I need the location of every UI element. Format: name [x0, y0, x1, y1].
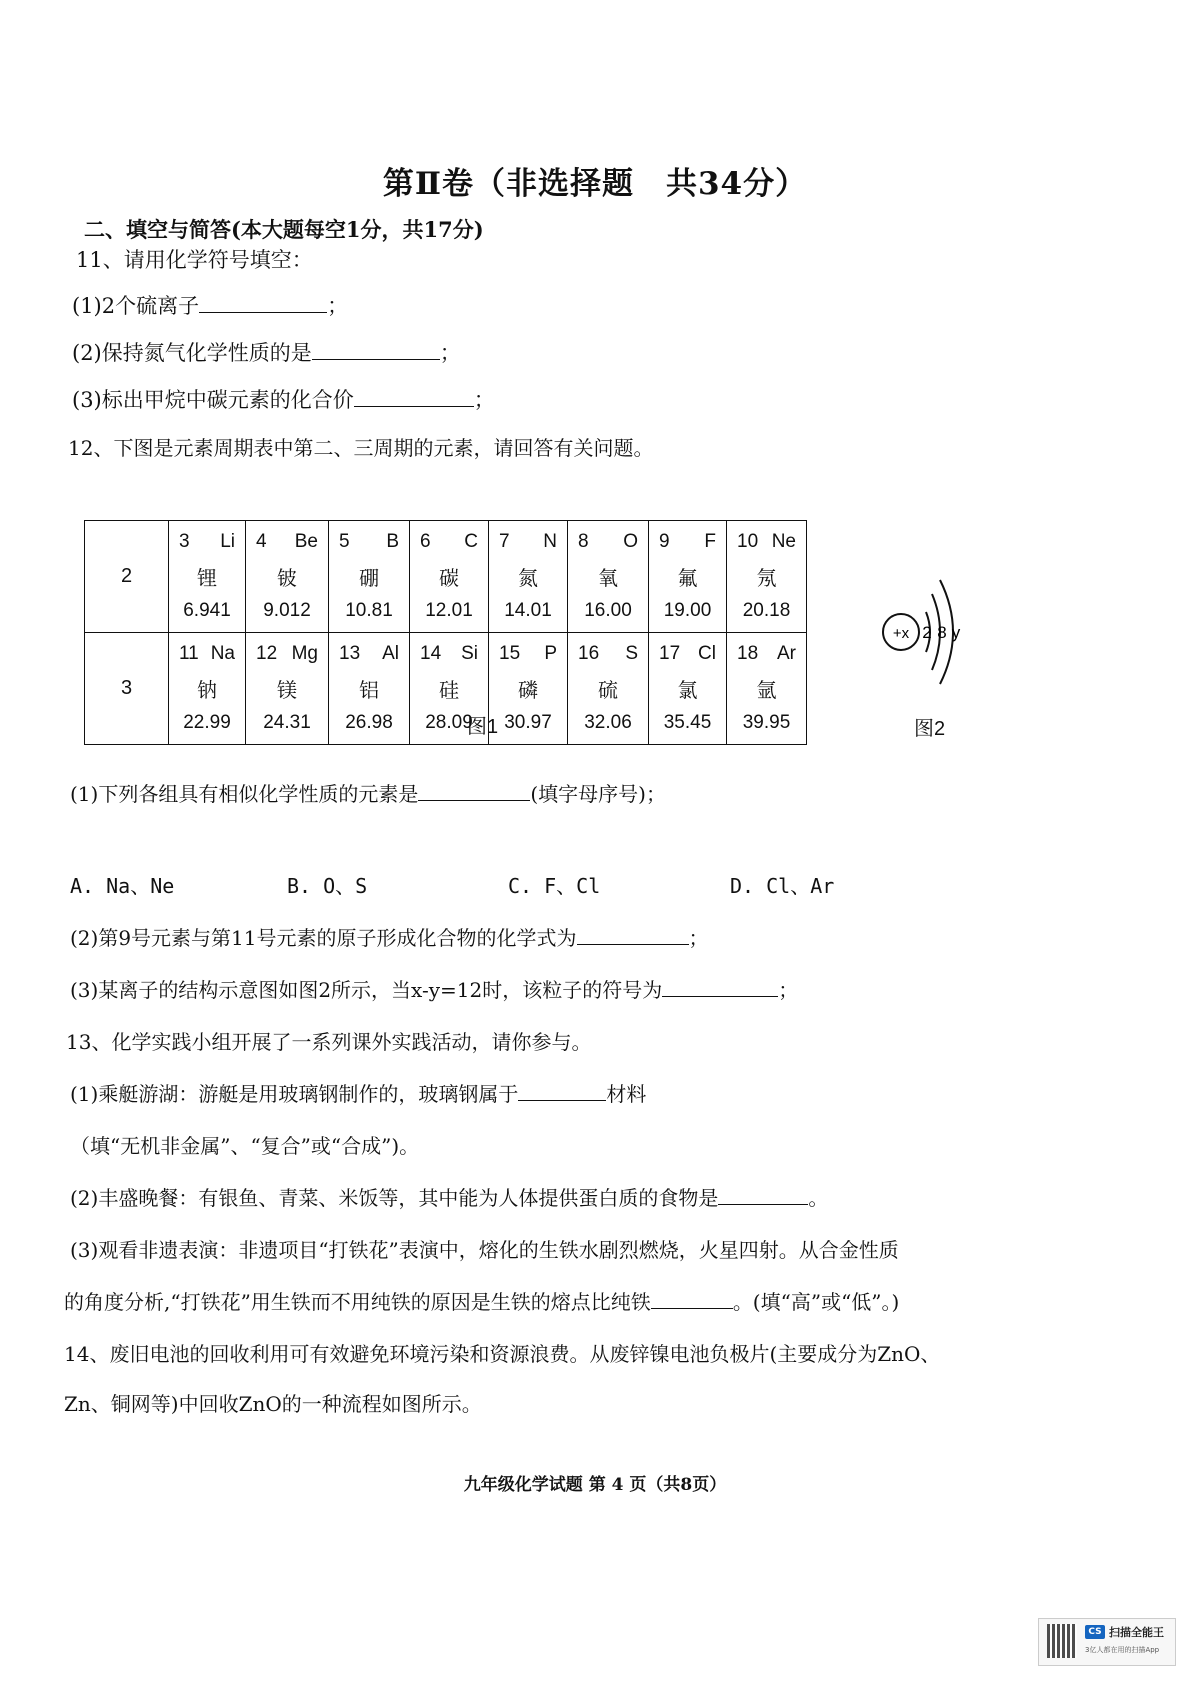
element-name: 硼 — [359, 566, 379, 590]
element-symbol: Cl — [698, 643, 716, 664]
q13-part2-text: (2)丰盛晚餐：有银鱼、青菜、米饭等，其中能为人体提供蛋白质的食物是 — [70, 1186, 719, 1210]
element-symbol: Be — [294, 531, 318, 552]
element-name: 氮 — [518, 566, 538, 590]
q11-stem: 11、请用化学符号填空： — [76, 248, 313, 272]
atomic-number: 14 — [420, 643, 442, 664]
q12-stem: 12、下图是元素周期表中第二、三周期的元素，请回答有关问题。 — [68, 436, 654, 460]
element-symbol: C — [464, 531, 478, 552]
figure-2-caption: 图2 — [914, 718, 946, 740]
atomic-mass: 14.01 — [504, 600, 552, 621]
q11-part3 — [72, 384, 495, 414]
period-2-row — [85, 521, 807, 633]
q12-part1-suffix: (填字母序号)； — [530, 782, 666, 806]
q12-part2-text: (2)第9号元素与第11号元素的原子形成化合物的化学式为 — [70, 926, 577, 950]
q14-line2: Zn、铜网等)中回收ZnO的一种流程如图所示。 — [64, 1392, 482, 1416]
element-name: 镁 — [277, 678, 297, 702]
element-name: 磷 — [518, 678, 538, 702]
q11-part3-text: (3)标出甲烷中碳元素的化合价 — [72, 388, 354, 412]
q11-part2 — [72, 337, 461, 367]
element-cell — [649, 633, 727, 745]
q11-part1 — [72, 290, 348, 320]
q12-part3 — [70, 974, 798, 1003]
element-name: 氩 — [756, 678, 777, 702]
q13-part1-text: (1)乘艇游湖：游艇是用玻璃钢制作的，玻璃钢属于 — [70, 1082, 519, 1106]
atomic-mass: 22.99 — [183, 712, 231, 733]
q12-part1 — [70, 778, 666, 807]
element-cell — [410, 521, 489, 633]
element-name: 锂 — [197, 566, 217, 590]
element-symbol: B — [386, 531, 399, 552]
q12-part2 — [70, 922, 709, 951]
atomic-number: 3 — [179, 531, 190, 552]
element-symbol: Na — [210, 643, 235, 664]
element-name: 碳 — [439, 566, 459, 590]
semicolon: ； — [439, 341, 461, 365]
q12-part1-text: (1)下列各组具有相似化学性质的元素是 — [70, 782, 419, 806]
element-name: 氖 — [756, 566, 777, 590]
atomic-number: 15 — [499, 643, 521, 664]
atomic-number: 6 — [420, 531, 431, 552]
atomic-number: 5 — [339, 531, 350, 552]
cs-logo-icon: CS — [1085, 1625, 1105, 1639]
semicolon: ； — [778, 978, 799, 1002]
q13-part3-line2 — [64, 1286, 899, 1315]
atomic-number: 13 — [339, 643, 361, 664]
shell-1-electrons: 2 — [922, 623, 932, 642]
answer-blank[interactable] — [418, 782, 530, 801]
answer-blank[interactable] — [199, 294, 327, 313]
element-cell — [169, 521, 246, 633]
atomic-number: 10 — [737, 531, 759, 552]
element-name: 氟 — [677, 566, 698, 590]
nucleus-charge: +x — [892, 625, 910, 642]
element-name: 硫 — [598, 678, 618, 702]
element-cell — [489, 521, 568, 633]
atomic-number: 11 — [179, 643, 199, 664]
atomic-mass: 19.00 — [663, 600, 712, 621]
atomic-mass: 35.45 — [663, 712, 712, 733]
element-symbol: Si — [461, 643, 478, 664]
period-number: 2 — [85, 521, 169, 633]
atomic-number: 12 — [256, 643, 278, 664]
period-mark: 。 — [808, 1186, 829, 1210]
atomic-mass: 16.00 — [584, 600, 632, 621]
shell-3-electrons: y — [951, 623, 961, 642]
q13-part3-text: 的角度分析,“打铁花”用生铁而不用纯铁的原因是生铁的熔点比纯铁 — [64, 1290, 651, 1314]
element-cell — [727, 521, 807, 633]
answer-blank[interactable] — [312, 341, 440, 360]
semicolon: ； — [688, 926, 709, 950]
atomic-mass: 24.31 — [263, 712, 311, 733]
answer-blank[interactable] — [577, 926, 689, 945]
q13-part1 — [70, 1078, 646, 1107]
element-name: 钠 — [197, 678, 217, 702]
period-3-row — [85, 633, 807, 745]
option-b: B. O、S — [287, 874, 368, 898]
atomic-mass: 39.95 — [742, 712, 791, 733]
q13-part2 — [70, 1182, 828, 1211]
element-cell — [246, 521, 329, 633]
atomic-mass: 6.941 — [183, 600, 231, 621]
element-name: 铝 — [359, 678, 379, 702]
q12-part3-text: (3)某离子的结构示意图如图2所示，当x-y=12时，该粒子的符号为 — [70, 978, 663, 1002]
element-cell — [169, 633, 246, 745]
atomic-number: 7 — [499, 531, 510, 552]
scanner-watermark — [1038, 1618, 1176, 1666]
page-footer: 九年级化学试题 第 4 页（共8页） — [463, 1475, 727, 1495]
periodic-table — [84, 520, 807, 745]
atomic-mass: 30.97 — [504, 712, 552, 733]
atomic-mass: 28.09 — [425, 712, 473, 733]
element-cell — [246, 633, 329, 745]
atomic-number: 16 — [578, 643, 600, 664]
element-cell — [568, 633, 649, 745]
element-name: 铍 — [277, 566, 297, 590]
scanner-app-tagline: 3亿人都在用的扫描App — [1085, 1646, 1160, 1654]
element-symbol: Ar — [777, 643, 796, 664]
element-cell — [489, 633, 568, 745]
answer-blank[interactable] — [651, 1290, 733, 1309]
q11-part1-text: (1)2个硫离子 — [72, 294, 200, 318]
option-c: C. F、Cl — [508, 874, 601, 898]
atomic-mass: 32.06 — [584, 712, 632, 733]
element-cell — [649, 521, 727, 633]
element-symbol: O — [623, 531, 638, 552]
q13-part3-suffix: 。(填“高”或“低”。) — [732, 1290, 900, 1314]
atomic-mass: 9.012 — [263, 600, 311, 621]
section-heading: 二、填空与简答(本大题每空1分，共17分) — [84, 217, 484, 242]
scanner-app-name: 扫描全能王 — [1109, 1626, 1164, 1639]
atomic-mass: 26.98 — [345, 712, 393, 733]
answer-blank[interactable] — [354, 388, 474, 407]
option-d: D. Cl、Ar — [730, 874, 835, 898]
paper-title: 第Ⅱ卷（非选择题 共34分） — [382, 166, 808, 202]
element-symbol: N — [543, 531, 557, 552]
semicolon: ； — [473, 388, 495, 412]
q13-part3-line1: (3)观看非遗表演：非遗项目“打铁花”表演中，熔化的生铁水剧烈燃烧，火星四射。从合金性质 — [70, 1238, 899, 1262]
option-a: A. Na、Ne — [70, 874, 175, 898]
element-symbol: Mg — [291, 643, 318, 664]
element-symbol: S — [625, 643, 638, 664]
answer-blank[interactable] — [518, 1082, 606, 1101]
atomic-mass: 10.81 — [345, 600, 393, 621]
atomic-mass: 12.01 — [425, 600, 473, 621]
element-cell — [329, 521, 410, 633]
atomic-number: 4 — [256, 531, 267, 552]
atom-structure-diagram — [874, 566, 984, 696]
element-name: 氧 — [598, 566, 618, 590]
element-cell — [329, 633, 410, 745]
atomic-number: 17 — [659, 643, 681, 664]
element-cell — [727, 633, 807, 745]
element-symbol: F — [704, 531, 716, 552]
atomic-number: 18 — [737, 643, 759, 664]
element-symbol: P — [544, 643, 557, 664]
element-symbol: Al — [382, 643, 399, 664]
element-cell — [568, 521, 649, 633]
q11-part2-text: (2)保持氮气化学性质的是 — [72, 341, 312, 365]
atomic-number: 9 — [659, 531, 670, 552]
atomic-number: 8 — [578, 531, 589, 552]
atomic-mass: 20.18 — [742, 600, 791, 621]
q13-part1-note: （填“无机非金属”、“复合”或“合成”)。 — [70, 1134, 420, 1158]
q13-stem: 13、化学实践小组开展了一系列课外实践活动，请你参与。 — [66, 1030, 592, 1054]
element-symbol: Li — [220, 531, 235, 552]
answer-blank[interactable] — [662, 978, 778, 997]
period-number: 3 — [85, 633, 169, 745]
q13-part1-suffix: 材料 — [606, 1082, 647, 1106]
element-name: 氯 — [677, 678, 698, 702]
semicolon: ； — [327, 294, 349, 318]
shell-2-electrons: 8 — [937, 623, 947, 642]
element-symbol: Ne — [771, 531, 796, 552]
q14-line1: 14、废旧电池的回收利用可有效避免环境污染和资源浪费。从废锌镍电池负极片(主要成分为ZnO、 — [64, 1342, 941, 1366]
qr-code-icon — [1047, 1624, 1077, 1658]
element-name: 硅 — [439, 678, 459, 702]
answer-blank[interactable] — [718, 1186, 808, 1205]
figure-1-caption: 图1 — [467, 716, 499, 738]
